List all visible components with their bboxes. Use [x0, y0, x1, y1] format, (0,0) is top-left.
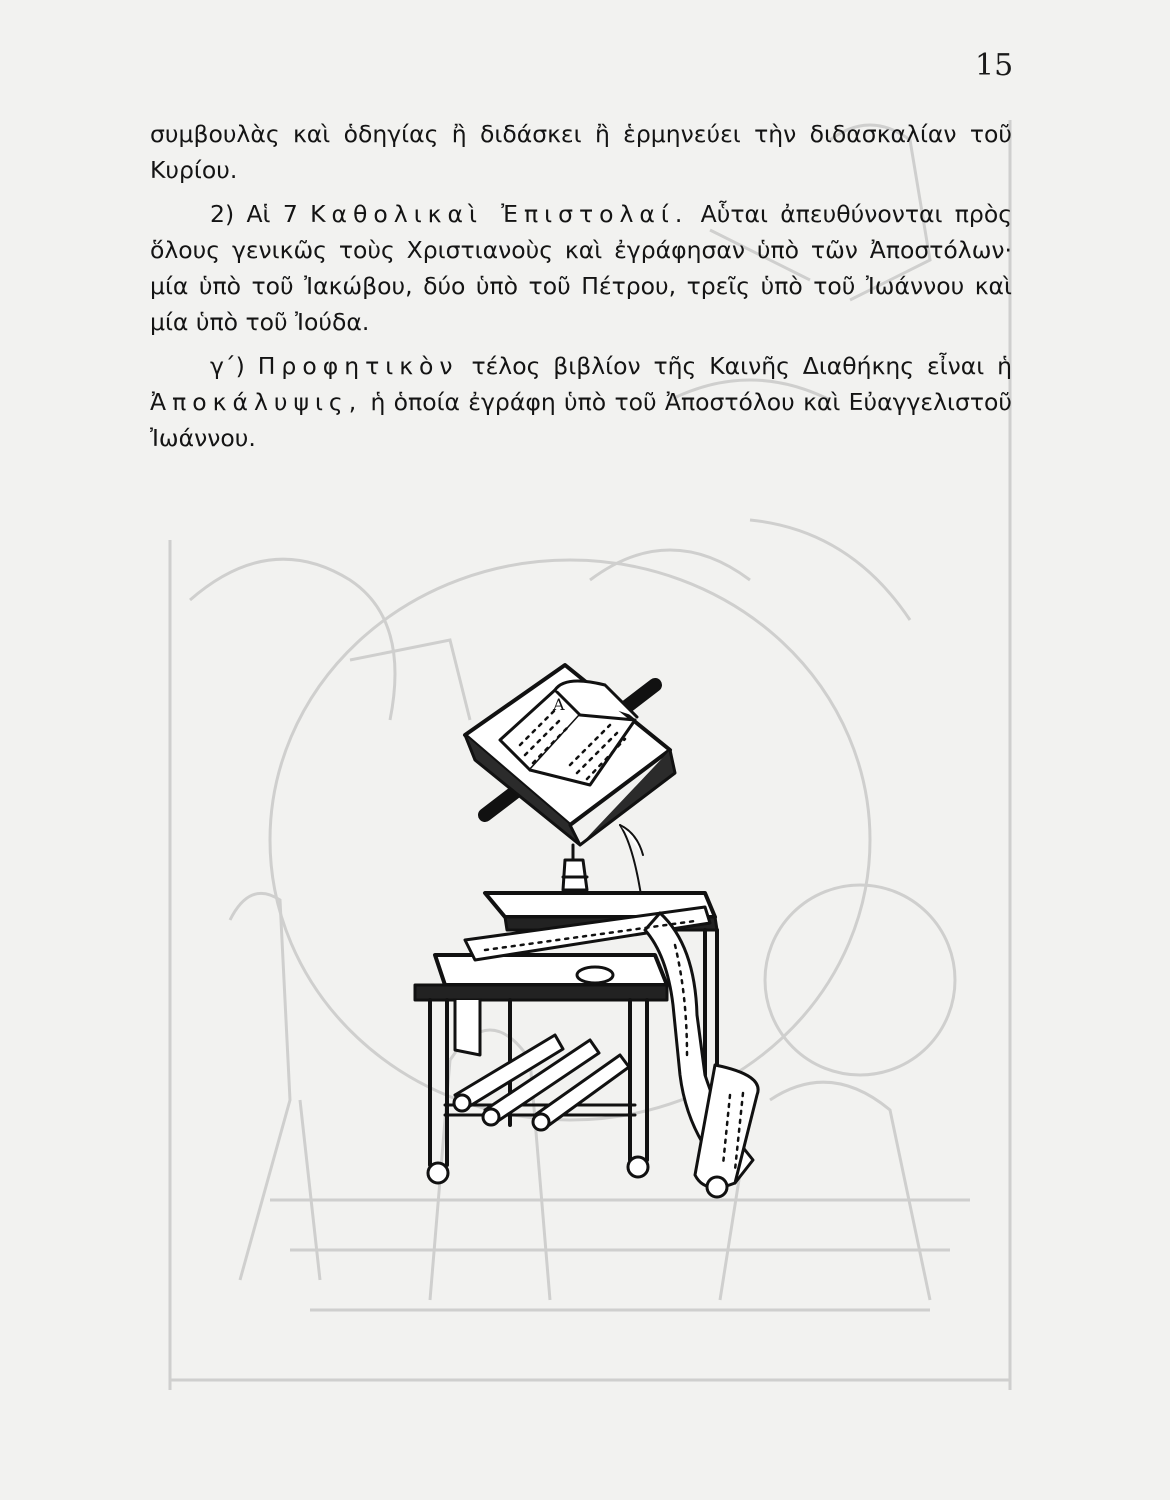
paragraph-3 — [150, 348, 1012, 456]
paragraph-3-mid: τέλος βιβλίον τῆς Καινῆς Διαθήκης εἶναι ἡ — [458, 352, 1013, 380]
paragraph-3-heading: Προφητικὸν — [257, 352, 459, 380]
paragraph-2 — [150, 196, 1012, 340]
lectern-illustration — [405, 655, 780, 1210]
paragraph-3-term: Ἀποκάλυψις, — [150, 388, 363, 416]
page-number: 15 — [975, 48, 1014, 83]
paragraph-2-lead: 2) Αἱ 7 — [210, 200, 311, 228]
paragraph-3-lead: γ΄) — [210, 352, 258, 380]
paragraph-1: συμβουλὰς καὶ ὁδηγίας ἢ διδάσκει ἢ ἑρμηνεύει τὴν διδασκαλίαν τοῦ Κυρίου. — [150, 120, 1012, 184]
body-text — [150, 116, 1012, 456]
paragraph-3-body: ἡ ὁποία ἐγράφη ὑπὸ τοῦ Ἀποστόλου καὶ Εὐαγγελιστοῦ Ἰωάννου. — [150, 388, 1012, 452]
paragraph-2-body: Αὗται ἀπευθύνονται πρὸς ὅλους γενικῶς τοὺς Χριστιανοὺς καὶ ἐγράφησαν ὑπὸ τῶν Ἀποστόλων· μία ὑπὸ τοῦ Ἰακώβου, δύο ὑπὸ τοῦ Πέτρου, τρεῖς ὑπὸ τοῦ Ἰωάννου καὶ μία ὑπὸ τοῦ Ἰούδα. — [150, 200, 1013, 336]
paragraph-2-heading: Καθολικαὶ Ἐπιστολαί. — [310, 200, 689, 228]
book-letter: Α — [553, 695, 565, 714]
